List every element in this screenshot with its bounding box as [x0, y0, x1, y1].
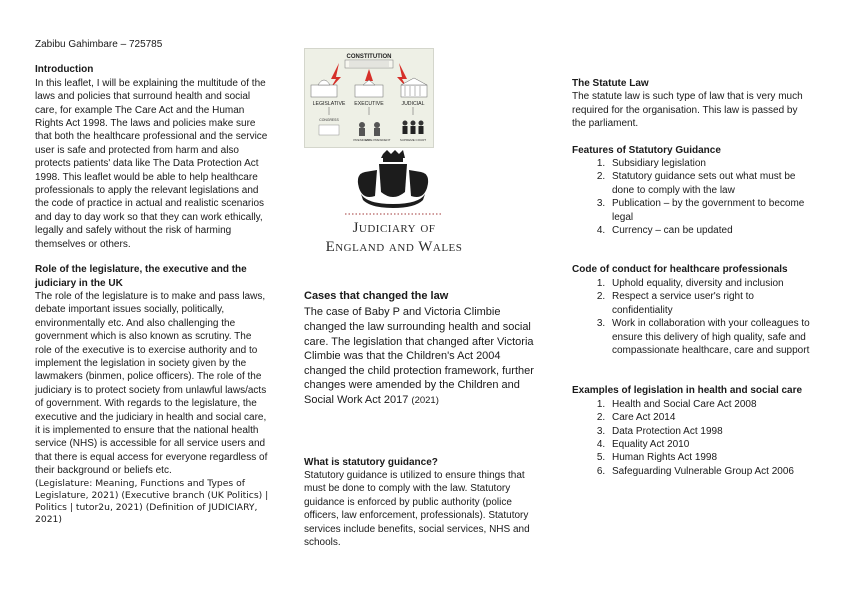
statute-law-body: The statute law is such type of law that is very much required for the organisation. This law is passed by the parliament.	[572, 91, 803, 130]
judiciary-title-line1: Judiciary of	[352, 220, 436, 236]
judiciary-logo	[315, 150, 473, 255]
list-item: 5. Human Rights Act 1998	[608, 451, 812, 464]
list-item: 3. Publication – by the government to become legal	[608, 197, 812, 224]
capitol-icon	[311, 80, 337, 97]
constitution-diagram-graphic	[305, 49, 433, 147]
list-item: 4. Currency – can be updated	[608, 224, 812, 237]
branch-label: EXECUTIVE	[354, 101, 384, 107]
cases-citation: (2021)	[411, 394, 439, 406]
branch-label: LEGISLATIVE	[312, 101, 346, 107]
diagram-title: CONSTITUTION	[346, 54, 392, 60]
supreme-court-icon	[401, 78, 427, 97]
examples-heading: Examples of legislation in health and social care	[572, 385, 803, 397]
judiciary-title-line2: England and Wales	[325, 239, 463, 255]
column-right	[572, 77, 812, 478]
features-heading: Features of Statutory Guidance	[572, 144, 721, 156]
list-item: 6. Safeguarding Vulnerable Group Act 2006	[608, 465, 812, 478]
constitution-diagram	[304, 48, 434, 148]
code-of-conduct-list	[572, 277, 812, 357]
list-item: 4. Equality Act 2010	[608, 438, 812, 451]
statutory-guidance-body: Statutory guidance is utilized to ensure things that must be done to comply with the law. Statutory guidance is enforced by public authority (police officers, law enforcement, professionals). Statutory services include benefits, social services, NHS and schools.	[304, 469, 530, 548]
statute-law-heading: The Statute Law	[572, 78, 649, 89]
role-references: (Legislature: Meaning, Functions and Types of Legislature, 2021) (Executive branch (UK Politics) | Politics | tutor2u, 2021) (Definition of JUDICIARY, 2021)	[35, 477, 269, 525]
cases-heading: Cases that changed the law	[304, 290, 449, 302]
intro-heading: Introduction	[35, 64, 94, 76]
role-body: The role of the legislature is to make and pass laws, debate important issues socially, politically, environmentally etc. And also challenging the government which is also known as scrutiny. The role of the executive is to exercise authority and to implement the legislation in society given by the lawmakers (binmen, police officers). The role of the judiciary is to protect society from unlawful laws/acts of government. With regards to the legislature, the executive and the judiciary in health and social care, it is implemented to ensure that the national health service (NHS) is accessible for all service users and that there is equal access for everyone regardless of their background or beliefs etc.	[35, 290, 268, 477]
branch-label: JUDICIAL	[401, 101, 425, 107]
white-house-icon	[355, 80, 383, 97]
sub-label: PRESIDENT	[353, 138, 371, 142]
list-item: 3. Data Protection Act 1998	[608, 425, 812, 438]
statutory-guidance-heading: What is statutory guidance?	[304, 456, 438, 468]
sub-label: SUPREME COURT	[399, 138, 427, 142]
list-item: 2. Respect a service user's right to confidentiality	[608, 290, 812, 317]
examples-list	[572, 398, 812, 478]
cases-body	[304, 305, 540, 408]
list-item: 3. Work in collaboration with your colleagues to ensure this delivery of high quality, safe and compassionate healthcare, care and support	[608, 317, 812, 357]
intro-body: In this leaflet, I will be explaining the multitude of the laws and policies that surround health and social care, for example The Care Act and the Human Rights Act 1998. The laws and policies make sure that both the healthcare professional and the service user is safe and protected from harm and also protects patients' data like The Data Protection Act 1998. This leaflet would be able to help healthcare professionals to apply the relevant legislations and the code of practice in actual and realistic scenarios and day to day work so that they can work ethically, legally and safely without the risk of harming themselves or others.	[35, 77, 268, 250]
author-line: Zabibu Gahimbare – 725785	[35, 39, 163, 50]
column-middle	[304, 290, 540, 549]
sub-label: CONGRESS	[319, 118, 339, 122]
list-item: 1. Subsidiary legislation	[608, 157, 812, 170]
sub-label: VICE PRESIDENT	[365, 138, 391, 142]
cases-body-text: The case of Baby P and Victoria Climbie changed the law surrounding health and social care. The legislation that changed after Victoria Climbie was that the Children's Act 2004 changed the child protection framework, further changes were amended by the Children and Social Work Act 2017	[304, 306, 534, 406]
column-left	[35, 38, 270, 526]
code-of-conduct-heading: Code of conduct for healthcare professionals	[572, 264, 788, 276]
list-item: 2. Care Act 2014	[608, 411, 812, 424]
person-icon	[374, 122, 380, 128]
justices-icon	[403, 121, 424, 135]
congress-icon	[319, 125, 339, 135]
royal-crest-icon	[315, 150, 473, 255]
list-item: 2. Statutory guidance sets out what must be done to comply with the law	[608, 170, 812, 197]
list-item: 1. Uphold equality, diversity and inclusion	[608, 277, 812, 290]
list-item: 1. Health and Social Care Act 2008	[608, 398, 812, 411]
features-list	[572, 157, 812, 237]
role-heading: Role of the legislature, the executive and the judiciary in the UK	[35, 264, 247, 289]
person-icon	[359, 122, 365, 128]
